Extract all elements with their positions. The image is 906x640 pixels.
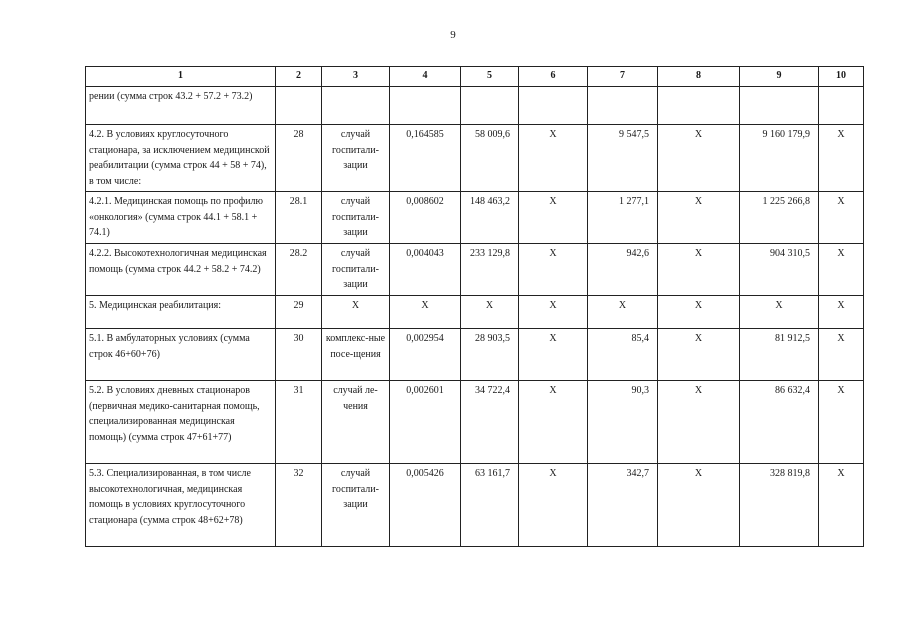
cost-cell: 58 009,6	[461, 125, 519, 192]
row-name-cell: 4.2.1. Медицинская помощь по профилю «онкология» (сумма строк 44.1 + 58.1 + 74.1)	[86, 192, 276, 244]
column-header: 7	[588, 67, 658, 87]
value-cell: 81 912,5	[740, 329, 819, 381]
cost-cell: 28 903,5	[461, 329, 519, 381]
norm-cell: 0,004043	[390, 244, 461, 296]
table-row	[86, 296, 864, 329]
unit-cell: комплекс-ные посе-щения	[322, 329, 390, 381]
column-header: 10	[819, 67, 864, 87]
unit-cell: случай госпитали-зации	[322, 464, 390, 547]
row-code-cell: 28.1	[276, 192, 322, 244]
table-row	[86, 329, 864, 381]
column-header: 8	[658, 67, 740, 87]
value-cell: X	[588, 296, 658, 329]
value-cell: X	[819, 329, 864, 381]
column-header: 2	[276, 67, 322, 87]
value-cell: X	[819, 192, 864, 244]
page-number: 9	[450, 29, 456, 41]
value-cell: X	[819, 296, 864, 329]
value-cell: 1 225 266,8	[740, 192, 819, 244]
norm-cell	[390, 87, 461, 125]
value-cell: 342,7	[588, 464, 658, 547]
column-header: 9	[740, 67, 819, 87]
row-code-cell	[276, 87, 322, 125]
value-cell: X	[519, 464, 588, 547]
row-name-cell: 5.1. В амбулаторных условиях (сумма строк 46+60+76)	[86, 329, 276, 381]
column-header: 4	[390, 67, 461, 87]
norm-cell: 0,002954	[390, 329, 461, 381]
row-name-cell: 4.2. В условиях круглосуточного стационара, за исключением медицинской реабилитации (сумма строк 44 + 58 + 74), в том числе:	[86, 125, 276, 192]
value-cell: X	[519, 296, 588, 329]
row-code-cell: 32	[276, 464, 322, 547]
value-cell: X	[819, 125, 864, 192]
column-header: 1	[86, 67, 276, 87]
value-cell: 1 277,1	[588, 192, 658, 244]
value-cell: X	[519, 125, 588, 192]
norm-cell: 0,164585	[390, 125, 461, 192]
table-row	[86, 381, 864, 464]
value-cell: 9 160 179,9	[740, 125, 819, 192]
row-code-cell: 31	[276, 381, 322, 464]
row-name-cell: 4.2.2. Высокотехнологичная медицинская помощь (сумма строк 44.2 + 58.2 + 74.2)	[86, 244, 276, 296]
unit-cell: случай ле-чения	[322, 381, 390, 464]
row-name-cell: 5.2. В условиях дневных стационаров (первичная медико-санитарная помощь, специализированная медицинская помощь) (сумма строк 47+61+77)	[86, 381, 276, 464]
table-row	[86, 192, 864, 244]
row-code-cell: 28.2	[276, 244, 322, 296]
unit-cell: случай госпитали-зации	[322, 244, 390, 296]
value-cell: 9 547,5	[588, 125, 658, 192]
value-cell: X	[519, 381, 588, 464]
unit-cell: случай госпитали-зации	[322, 125, 390, 192]
row-name-cell: рении (сумма строк 43.2 + 57.2 + 73.2)	[86, 87, 276, 125]
data-table	[85, 66, 864, 547]
value-cell	[658, 87, 740, 125]
value-cell: 85,4	[588, 329, 658, 381]
norm-cell: 0,005426	[390, 464, 461, 547]
column-header: 3	[322, 67, 390, 87]
row-code-cell: 30	[276, 329, 322, 381]
norm-cell: X	[390, 296, 461, 329]
row-code-cell: 29	[276, 296, 322, 329]
column-header: 6	[519, 67, 588, 87]
value-cell: 90,3	[588, 381, 658, 464]
value-cell	[819, 87, 864, 125]
value-cell: X	[519, 244, 588, 296]
value-cell: 86 632,4	[740, 381, 819, 464]
value-cell: X	[658, 464, 740, 547]
cost-cell: 63 161,7	[461, 464, 519, 547]
unit-cell: X	[322, 296, 390, 329]
header-row	[86, 67, 864, 87]
value-cell: X	[658, 192, 740, 244]
value-cell: X	[658, 329, 740, 381]
column-header: 5	[461, 67, 519, 87]
unit-cell: случай госпитали-зации	[322, 192, 390, 244]
value-cell: X	[740, 296, 819, 329]
cost-cell: X	[461, 296, 519, 329]
value-cell: X	[819, 244, 864, 296]
row-name-cell: 5. Медицинская реабилитация:	[86, 296, 276, 329]
value-cell: X	[658, 125, 740, 192]
value-cell: X	[658, 296, 740, 329]
value-cell: X	[658, 381, 740, 464]
table-row	[86, 464, 864, 547]
value-cell: X	[819, 381, 864, 464]
value-cell: X	[658, 244, 740, 296]
table-row	[86, 87, 864, 125]
norm-cell: 0,002601	[390, 381, 461, 464]
row-code-cell: 28	[276, 125, 322, 192]
cost-cell: 233 129,8	[461, 244, 519, 296]
value-cell	[740, 87, 819, 125]
row-name-cell: 5.3. Специализированная, в том числе высокотехнологичная, медицинская помощь в условиях круглосуточного стационара (сумма строк 48+62+78)	[86, 464, 276, 547]
value-cell: 942,6	[588, 244, 658, 296]
unit-cell	[322, 87, 390, 125]
value-cell: 328 819,8	[740, 464, 819, 547]
value-cell: X	[519, 192, 588, 244]
norm-cell: 0,008602	[390, 192, 461, 244]
value-cell	[588, 87, 658, 125]
table-row	[86, 125, 864, 192]
value-cell: X	[819, 464, 864, 547]
cost-cell	[461, 87, 519, 125]
value-cell: X	[519, 329, 588, 381]
value-cell	[519, 87, 588, 125]
table-row	[86, 244, 864, 296]
cost-cell: 34 722,4	[461, 381, 519, 464]
value-cell: 904 310,5	[740, 244, 819, 296]
cost-cell: 148 463,2	[461, 192, 519, 244]
